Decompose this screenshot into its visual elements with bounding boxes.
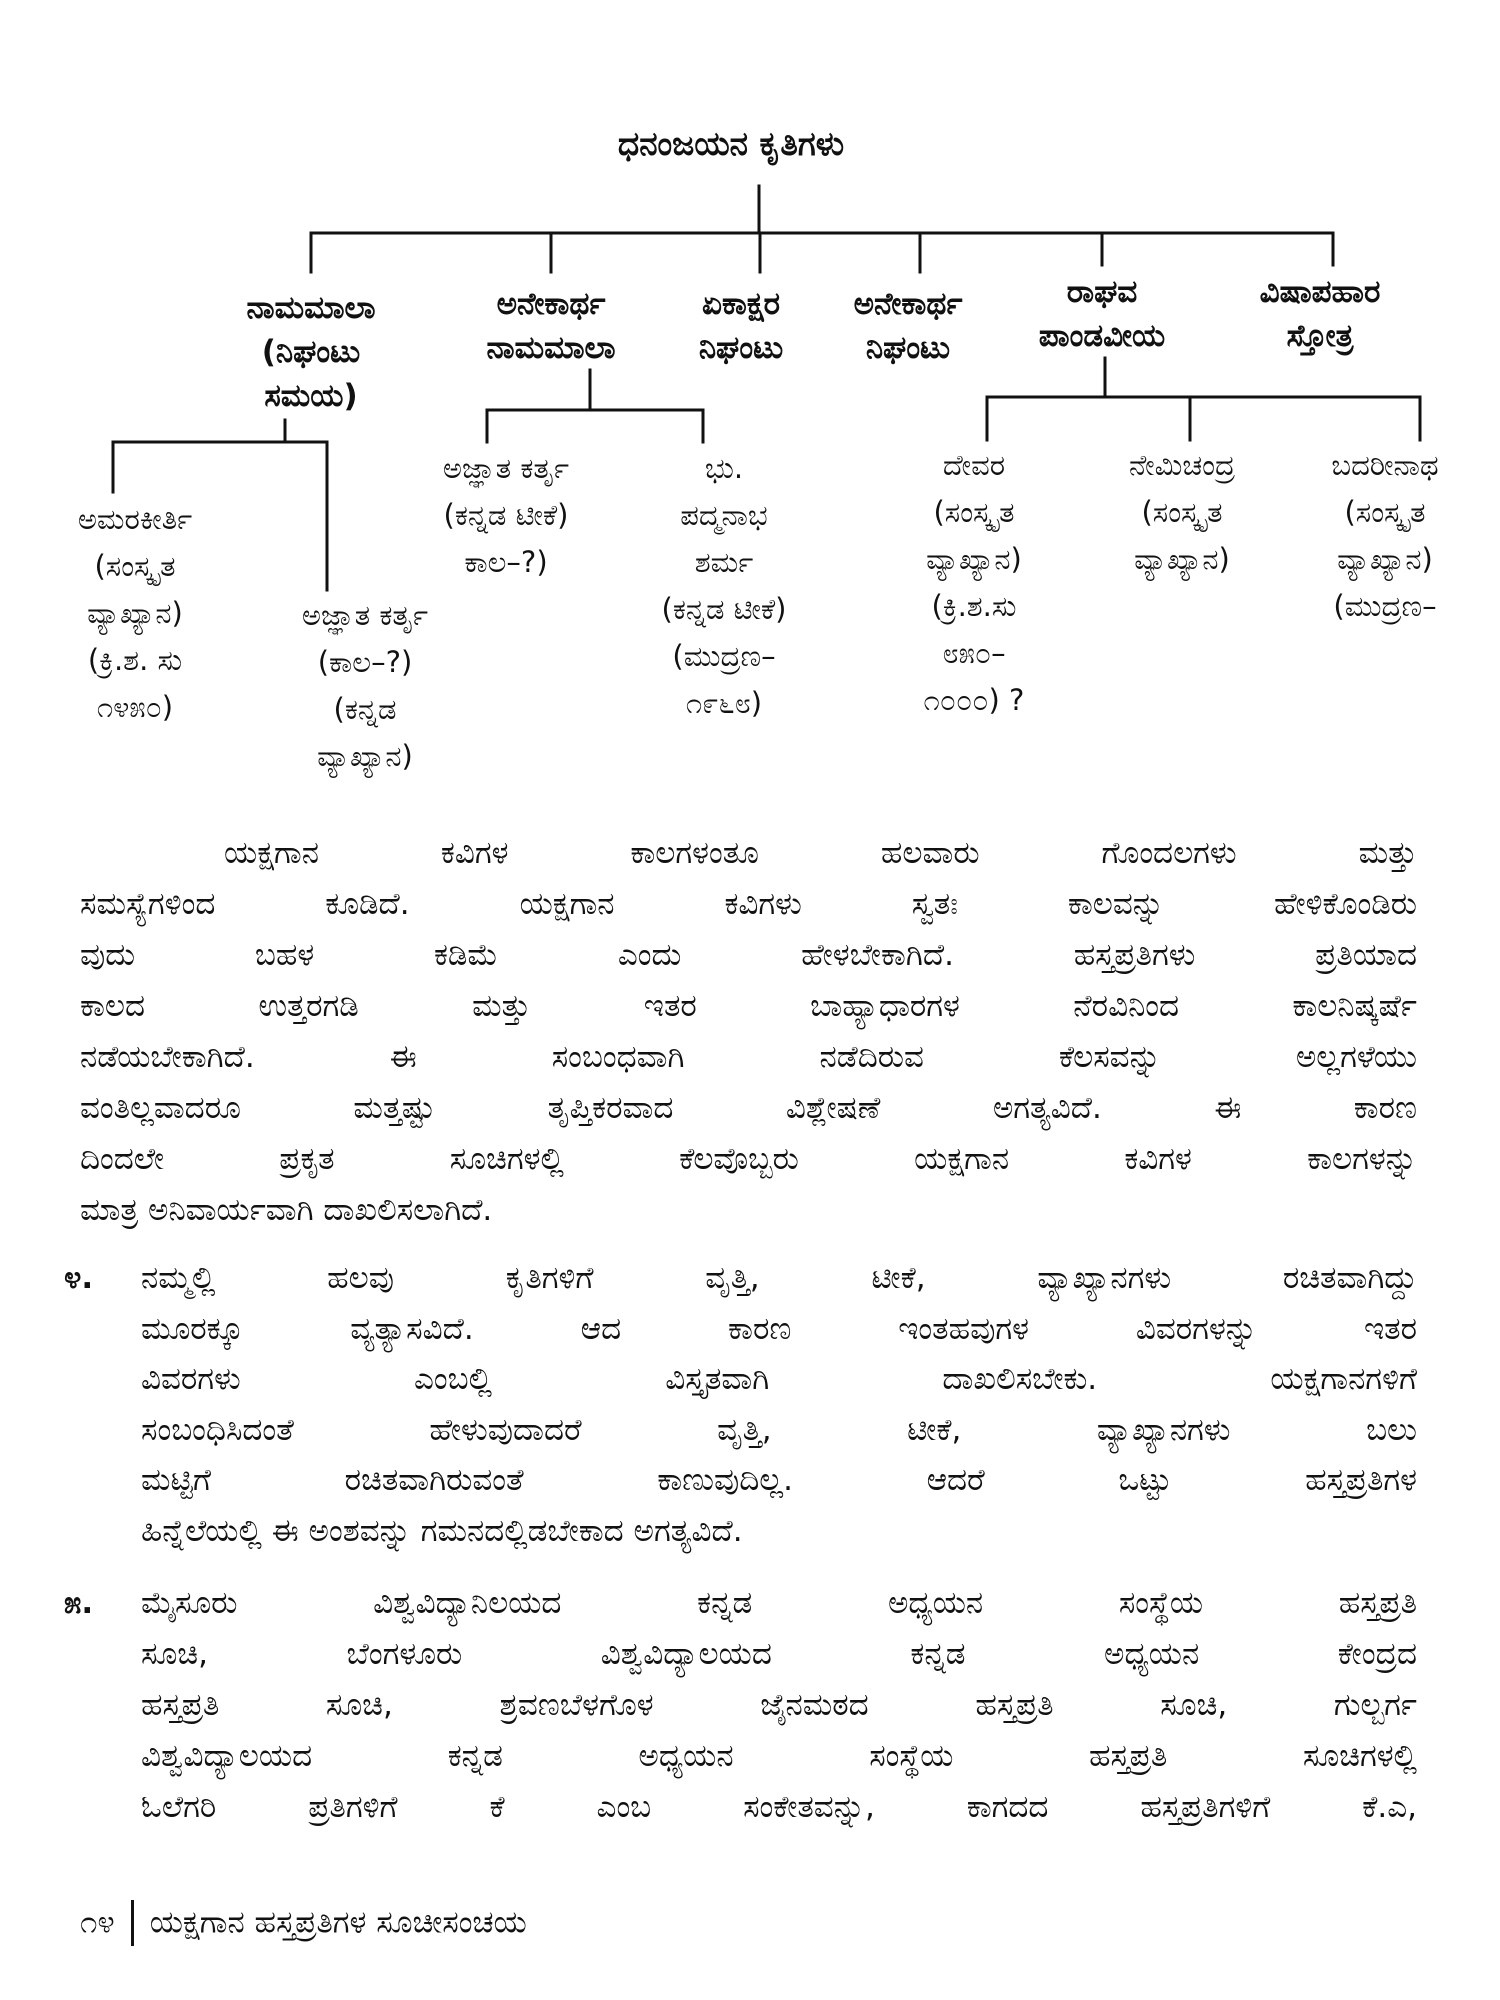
commentary-line: (ಸಂಸ್ಕೃತ: [933, 495, 1015, 529]
list-item-line: ಸೂಚಿ, ಬೆಂಗಳೂರು ವಿಶ್ವವಿದ್ಯಾಲಯದ ಕನ್ನಡ ಅಧ್ಯಯನ ಕೇಂದ್ರದ: [141, 1636, 1417, 1672]
commentary-line: ಕಾಲ–?): [464, 545, 548, 579]
commentary-line: (ಕಾಲ–?): [317, 645, 413, 679]
work-line: ನಿಘಂಟು: [865, 330, 951, 366]
list-item-line: ವಿವರಗಳು ಎಂಬಲ್ಲಿ ವಿಸ್ತೃತವಾಗಿ ದಾಖಲಿಸಬೇಕು. ಯಕ್ಷಗಾನಗಳಿಗೆ: [141, 1361, 1417, 1397]
commentary-line: ೧೦೦೦) ?: [923, 683, 1025, 717]
page-number: ೧೪: [80, 1904, 115, 1941]
commentary-line: ಅಮರಕೀರ್ತಿ: [77, 502, 193, 536]
commentary-line: (ಮುದ್ರಣ–: [672, 639, 776, 673]
paragraph-line: ವಂತಿಲ್ಲವಾದರೂ ಮತ್ತಷ್ಟು ತೃಪ್ತಿಕರವಾದ ವಿಶ್ಲೇಷಣೆ ಅಗತ್ಯವಿದೆ. ಈ ಕಾರಣ: [80, 1090, 1417, 1126]
commentary-line: (ಸಂಸ್ಕೃತ: [1141, 495, 1223, 529]
work-namamala: [246, 286, 375, 418]
paragraph-line: ದಿಂದಲೇ ಪ್ರಕೃತ ಸೂಚಿಗಳಲ್ಲಿ ಕೆಲವೊಬ್ಬರು ಯಕ್ಷಗಾನ ಕವಿಗಳ ಕಾಲಗಳನ್ನು: [80, 1141, 1417, 1177]
commentary-line: ಶರ್ಮ: [694, 545, 754, 579]
work-line: (ನಿಘಂಟು: [261, 334, 361, 370]
paragraph-line: ನಡೆಯಬೇಕಾಗಿದೆ. ಈ ಸಂಬಂಧವಾಗಿ ನಡೆದಿರುವ ಕೆಲಸವನ್ನು ಅಲ್ಲಗಳೆಯು: [80, 1039, 1417, 1075]
commentary-line: (ಸಂಸ್ಕೃತ: [94, 549, 176, 583]
work-anekartha-nighantu: [854, 282, 963, 370]
list-item-4: [141, 1253, 1417, 1556]
commentary-line: ೧೯೬೮): [685, 686, 763, 720]
commentary-line: ೮೫೦–: [942, 636, 1006, 670]
commentary-line: (ಕನ್ನಡ ಟೀಕೆ): [661, 592, 787, 626]
list-item-line: ನಮ್ಮಲ್ಲಿ ಹಲವು ಕೃತಿಗಳಿಗೆ ವೃತ್ತಿ, ಟೀಕೆ, ವ್ಯಾಖ್ಯಾನಗಳು ರಚಿತವಾಗಿದ್ದು: [141, 1260, 1417, 1296]
commentary-line: (ಕ್ರಿ.ಶ.ಸು: [931, 589, 1017, 623]
work-line: ಸ್ತೋತ್ರ: [1286, 318, 1354, 354]
commentary-line: ಬದರೀನಾಥ: [1331, 448, 1439, 482]
work-line: ರಾಘವ: [1066, 274, 1138, 310]
list-item-line: ಸಂಬಂಧಿಸಿದಂತೆ ಹೇಳುವುದಾದರೆ ವೃತ್ತಿ, ಟೀಕೆ, ವ್ಯಾಖ್ಯಾನಗಳು ಬಲು: [141, 1411, 1417, 1448]
commentary-ajnata-kartru-2: [443, 445, 569, 586]
running-book-title: ಯಕ್ಷಗಾನ ಹಸ್ತಪ್ರತಿಗಳ ಸೂಚೀಸಂಚಯ: [149, 1904, 527, 1941]
commentary-nemichandra: [1129, 442, 1235, 583]
list-item-5: [141, 1578, 1417, 1833]
commentary-line: ಅಜ್ಞಾತ ಕರ್ತೃ: [442, 451, 570, 485]
commentary-line: ಭು.: [704, 451, 744, 485]
paragraph-line: ಸಮಸ್ಯೆಗಳಿಂದ ಕೂಡಿದೆ. ಯಕ್ಷಗಾನ ಕವಿಗಳು ಸ್ವತಃ ಕಾಲವನ್ನು ಹೇಳಿಕೊಂಡಿರು: [80, 886, 1417, 922]
commentary-ajnata-kartru-1: [302, 592, 428, 780]
footer-divider: [131, 1900, 134, 1946]
work-ekakshara-nighantu: [699, 282, 783, 370]
commentary-line: (ಸಂಸ್ಕೃತ: [1344, 495, 1426, 529]
work-raghava-pandaviya: [1039, 270, 1165, 358]
work-line: ನಿಘಂಟು: [698, 330, 784, 366]
work-line: ನಾಮಮಾಲಾ: [486, 330, 616, 366]
commentary-line: ವ್ಯಾಖ್ಯಾನ): [87, 596, 183, 630]
work-line: ಪಾಂಡವೀಯ: [1038, 318, 1166, 354]
body-paragraph: [80, 828, 1417, 1236]
commentary-line: (ಕನ್ನಡ ಟೀಕೆ): [443, 498, 569, 532]
paragraph-line: ಮಾತ್ರ ಅನಿವಾರ್ಯವಾಗಿ ದಾಖಲಿಸಲಾಗಿದೆ.: [80, 1192, 493, 1228]
work-line: ವಿಷಾಪಹಾರ: [1259, 274, 1381, 310]
commentary-padmanabha-sharma: [662, 445, 787, 727]
page-footer: [80, 1897, 527, 1947]
list-item-line: ಹಸ್ತಪ್ರತಿ ಸೂಚಿ, ಶ್ರವಣಬೆಳಗೊಳ ಜೈನಮಠದ ಹಸ್ತಪ್ರತಿ ಸೂಚಿ, ಗುಲ್ಬರ್ಗ: [141, 1687, 1417, 1723]
item-number-5: ೫.: [64, 1585, 94, 1621]
item-number-4: ೪.: [64, 1260, 94, 1296]
commentary-line: ಪದ್ಮನಾಭ: [680, 498, 768, 532]
list-item-line: ಮೂರಕ್ಕೂ ವ್ಯತ್ಯಾಸವಿದೆ. ಆದ ಕಾರಣ ಇಂತಹವುಗಳ ವಿವರಗಳನ್ನು ಇತರ: [141, 1310, 1417, 1347]
paragraph-line: ವುದು ಬಹಳ ಕಡಿಮೆ ಎಂದು ಹೇಳಬೇಕಾಗಿದೆ. ಹಸ್ತಪ್ರತಿಗಳು ಪ್ರತಿಯಾದ: [80, 937, 1417, 973]
commentary-line: ವ್ಯಾಖ್ಯಾನ): [1337, 542, 1433, 576]
work-line: ಅನೇಕಾರ್ಥ: [853, 286, 963, 322]
commentary-amarakirti: [78, 496, 192, 731]
work-line: ನಾಮಮಾಲಾ: [246, 290, 376, 326]
diagram-title: ಧನಂಜಯನ ಕೃತಿಗಳು: [617, 124, 845, 163]
work-line: ಸಮಯ): [264, 378, 358, 414]
commentary-line: ವ್ಯಾಖ್ಯಾನ): [1134, 542, 1230, 576]
list-item-line: ಓಲೆಗರಿ ಪ್ರತಿಗಳಿಗೆ ಕೆ ಎಂಬ ಸಂಕೇತವನ್ನು, ಕಾಗದದ ಹಸ್ತಪ್ರತಿಗಳಿಗೆ ಕೆ.ಎ,: [141, 1789, 1417, 1825]
commentary-line: (ಮುದ್ರಣ–: [1333, 589, 1437, 623]
paragraph-line: ಕಾಲದ ಉತ್ತರಗಡಿ ಮತ್ತು ಇತರ ಬಾಹ್ಯಾಧಾರಗಳ ನೆರವಿನಿಂದ ಕಾಲನಿಷ್ಕರ್ಷೆ: [80, 988, 1417, 1024]
commentary-badarinatha: [1331, 442, 1438, 630]
list-item-line: ಮಟ್ಟಿಗೆ ರಚಿತವಾಗಿರುವಂತೆ ಕಾಣುವುದಿಲ್ಲ. ಆದರೆ ಒಟ್ಟು ಹಸ್ತಪ್ರತಿಗಳ: [141, 1462, 1417, 1498]
paragraph-line: ಯಕ್ಷಗಾನ ಕವಿಗಳ ಕಾಲಗಳಂತೂ ಹಲವಾರು ಗೊಂದಲಗಳು ಮತ್ತು: [224, 835, 1417, 871]
work-line: ಏಕಾಕ್ಷರ: [701, 286, 781, 322]
work-vishapahara-stotra: [1260, 270, 1381, 358]
commentary-line: ೧೪೫೦): [96, 690, 174, 724]
work-line: ಅನೇಕಾರ್ಥ: [496, 286, 606, 322]
commentary-line: ನೇಮಿಚಂದ್ರ: [1128, 448, 1236, 482]
list-item-line: ಹಿನ್ನೆಲೆಯಲ್ಲಿ ಈ ಅಂಶವನ್ನು ಗಮನದಲ್ಲಿಡಬೇಕಾದ ಅಗತ್ಯವಿದೆ.: [141, 1512, 743, 1549]
commentary-line: (ಕ್ರಿ.ಶ. ಸು: [87, 643, 183, 677]
commentary-deva: [924, 442, 1025, 724]
commentary-line: (ಕನ್ನಡ: [333, 692, 397, 726]
list-item-line: ಮೈಸೂರು ವಿಶ್ವವಿದ್ಯಾನಿಲಯದ ಕನ್ನಡ ಅಧ್ಯಯನ ಸಂಸ್ಥೆಯ ಹಸ್ತಪ್ರತಿ: [141, 1585, 1417, 1621]
commentary-line: ಅಜ್ಞಾತ ಕರ್ತೃ: [301, 598, 429, 632]
list-item-line: ವಿಶ್ವವಿದ್ಯಾಲಯದ ಕನ್ನಡ ಅಧ್ಯಯನ ಸಂಸ್ಥೆಯ ಹಸ್ತಪ್ರತಿ ಸೂಚಿಗಳಲ್ಲಿ: [141, 1738, 1417, 1774]
commentary-line: ವ್ಯಾಖ್ಯಾನ): [926, 542, 1022, 576]
work-anekartha-namamala: [486, 282, 615, 370]
commentary-line: ವ್ಯಾಖ್ಯಾನ): [317, 739, 413, 773]
commentary-line: ದೇವರ: [942, 448, 1006, 482]
